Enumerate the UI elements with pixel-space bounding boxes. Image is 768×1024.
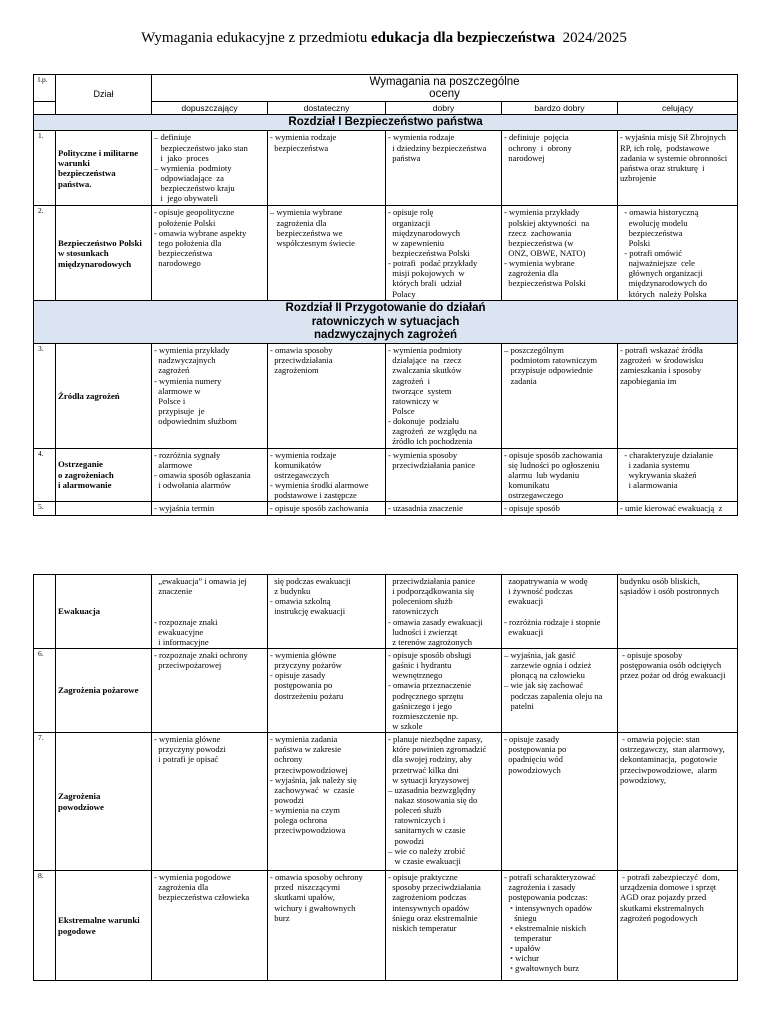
bullet-icon: • — [510, 943, 516, 954]
row-number: 2. — [34, 206, 56, 301]
requirement-cell — [268, 131, 386, 206]
title-subject: edukacja dla bezpieczeństwa — [371, 30, 556, 46]
requirement-text: - uzasadnia znaczenie — [388, 503, 463, 514]
grade-header: dobry — [386, 102, 502, 115]
requirement-text: – wymienia wybrane zagrożenia dla bezpieczeństwa we współczesnym świecie — [270, 207, 355, 248]
header-lp: l.p. — [34, 75, 56, 102]
bullet-text: upałów — [515, 943, 541, 954]
row-number: 5. — [34, 502, 56, 516]
requirement-text: - wymienia główne przyczyny powodzi i potrafi je opisać — [154, 734, 226, 765]
requirement-cell — [268, 871, 386, 981]
section-heading: Rozdział II Przygotowanie do działań ratowniczych w sytuacjach nadzwyczajnych zagrożeń — [34, 301, 738, 344]
section-heading: Rozdział I Bezpieczeństwo państwa — [34, 115, 738, 131]
row-dzial: Ostrzeganie o zagrożeniach i alarmowanie — [56, 448, 152, 502]
requirement-text: - umie kierować ewakuacją z — [620, 503, 723, 514]
table-row — [34, 131, 738, 206]
requirement-text: - wyjaśnia misję Sił Zbrojnych RP, ich rolę, podstawowe zadania w systemie obronności państwa oraz strukturę i uzbrojenie — [620, 132, 728, 184]
row-number: 7. — [34, 733, 56, 871]
row-number: 6. — [34, 648, 56, 732]
requirement-text: zaopatrywania w wodę i żywność podczas ewakuacji - rozróżnia rodzaje i stopnie ewakuacji — [504, 576, 601, 637]
table-row — [34, 206, 738, 301]
requirement-cell — [268, 344, 386, 448]
requirement-text: - wyjaśnia termin — [154, 503, 215, 514]
requirement-cell — [152, 575, 268, 649]
requirement-text: - wymienia główne przyczyny pożarów - opisuje zasady postępowania po dostrzeżeniu pożaru — [270, 649, 344, 701]
requirement-cell — [152, 448, 268, 502]
requirement-cell — [386, 131, 502, 206]
bullet-item — [504, 943, 615, 953]
requirement-cell — [268, 502, 386, 516]
table-row — [34, 871, 738, 981]
header-dzial: Dział — [56, 75, 152, 115]
row-dzial: Zagrożenia pożarowe — [56, 648, 152, 732]
requirement-cell — [268, 733, 386, 871]
requirement-text: - opisuje praktyczne sposoby przeciwdziałania zagrożeniom podczas intensywnych opadów śniegu oraz ekstremalnie niskich temperatur — [388, 872, 481, 933]
requirement-cell — [618, 648, 738, 732]
bullet-item — [504, 963, 615, 973]
requirement-cell — [502, 131, 618, 206]
row-dzial: Ewakuacja — [56, 575, 152, 649]
requirements-table-page2 — [33, 574, 738, 981]
requirement-cell — [268, 448, 386, 502]
requirement-cell — [386, 502, 502, 516]
requirement-cell — [618, 344, 738, 448]
requirement-cell — [618, 575, 738, 649]
requirement-text: - opisuje zasady postępowania po opadnięciu wód powodziowych — [504, 734, 567, 775]
requirement-cell — [618, 733, 738, 871]
requirement-text: – wyjaśnia, jak gasić zarzewie ognia i odzież płonącą na człowieku – wie jak się zachować podczas zapalenia oleju na patelni — [504, 649, 603, 711]
requirement-cell — [268, 648, 386, 732]
requirement-cell — [152, 871, 268, 981]
requirement-text: - planuje niezbędne zapasy, które powinien zgromadzić dla swojej rodziny, aby przetrwać kilka dni w sytuacji kryzysowej – uzasadnia bezwzględny nakaz stosowania się do poleceń służb ratowniczych i sanitarnych w czasie powodzi – wie co należy zrobić w czasie ewakuacji — [388, 734, 487, 866]
bullet-text: intensywnych opadów śniegu — [514, 902, 593, 923]
requirement-text: - wymienia rodzaje komunikatów ostrzegawczych - wymienia środki alarmowe podstawowe i zastępcze — [270, 449, 369, 501]
grade-header: bardzo dobry — [502, 102, 618, 115]
requirement-cell — [502, 502, 618, 516]
row-number — [34, 575, 56, 649]
row-number: 4. — [34, 448, 56, 502]
requirement-cell — [618, 131, 738, 206]
bullet-icon: • — [510, 922, 516, 933]
requirement-cell — [152, 502, 268, 516]
requirement-cell — [502, 575, 618, 649]
grade-header: dopuszczający — [152, 102, 268, 115]
row-dzial: Zagrożenia powodziowe — [56, 733, 152, 871]
requirement-text: - opisuje sposób obsługi gaśnic i hydrantu wewnętrznego - omawia przeznaczenie podręcznego sprzętu gaśniczego i jego rozmieszczenie np. w szkole — [388, 649, 472, 731]
requirement-text: - potrafi scharakteryzować zagrożenia i zasady postępowania podczas: — [504, 872, 596, 903]
requirement-cell — [502, 648, 618, 732]
requirement-cell — [386, 206, 502, 301]
requirement-text: - wymienia rodzaje i dziedziny bezpieczeństwa państwa — [388, 132, 487, 163]
requirement-text: - potrafi wskazać źródła zagrożeń w środowisku zamieszkania i sposoby zapobiegania im — [620, 345, 704, 386]
requirement-text: - wymienia przykłady polskiej aktywności na rzecz zachowania bezpieczeństwa (w ONZ, OBWE, NATO) - wymienia wybrane zagrożenia dla bezpieczeństwa Polski — [504, 207, 590, 289]
requirement-cell — [268, 575, 386, 649]
row-dzial: Bezpieczeństwo Polski w stosunkach międzynarodowych — [56, 206, 152, 301]
requirement-text: budynku osób bliskich, sąsiadów i osób postronnych — [620, 576, 720, 597]
bullet-item — [504, 923, 615, 943]
requirement-text: się podczas ewakuacji z budynku - omawia szkolną instrukcję ewakuacji — [270, 576, 351, 617]
requirement-text: przeciwdziałania panice i podporządkowania się poleceniom służb ratowniczych - omawia zasady ewakuacji ludności i zwierząt z terenów zagrożonych — [388, 576, 483, 647]
requirement-cell — [502, 733, 618, 871]
requirement-text: - omawia sposoby ochrony przed niszczącymi skutkami upałów, wichury i gwałtownych burz — [270, 872, 363, 923]
requirement-text: - rozpoznaje znaki ochrony przeciwpożarowej — [154, 649, 248, 671]
bullet-text: ekstremalnie niskich temperatur — [514, 922, 587, 943]
bullet-icon: • — [510, 963, 516, 974]
row-number: 1. — [34, 131, 56, 206]
row-dzial: Polityczne i militarne warunki bezpieczeństwa państwa. — [56, 131, 152, 206]
requirement-cell — [386, 733, 502, 871]
bullet-icon: • — [510, 902, 516, 913]
requirement-text: - omawia historyczną ewolucję modelu bezpieczeństwa Polski - potrafi omówić najważniejsze cele głównych organizacji międzynarodowych do których należy Polska — [624, 207, 708, 299]
requirement-cell — [502, 344, 618, 448]
requirement-text: - omawia pojęcie: stan ostrzegawczy, stan alarmowy, dekontaminacja, pogotowie przeciwpowodziowe, alarm powodziowy, — [620, 734, 725, 785]
requirement-cell — [152, 131, 268, 206]
requirement-text: – poszczególnym podmiotom ratowniczym przypisuje odpowiednie zadania — [504, 345, 598, 386]
requirement-text: - wymienia pogodowe zagrożenia dla bezpieczeństwa człowieka — [154, 872, 250, 903]
bullet-icon: • — [510, 953, 516, 964]
requirement-cell — [618, 502, 738, 516]
requirement-text: - opisuje sposób — [504, 503, 560, 514]
row-dzial: Ekstremalne warunki pogodowe — [56, 871, 152, 981]
title-prefix: Wymagania edukacyjne z przedmiotu — [141, 30, 371, 46]
grade-header: celujący — [618, 102, 738, 115]
requirement-text: „ewakuacja” i omawia jej znaczenie - rozpoznaje znaki ewakuacyjne i informacyjne — [154, 576, 247, 647]
bullet-text: wichur — [515, 953, 540, 964]
requirement-cell — [386, 871, 502, 981]
row-number: 3. — [34, 344, 56, 448]
requirement-text: - potrafi zabezpieczyć dom, urządzenia domowe i sprzęt AGD oraz pojazdy przed skutkami ekstremalnych zagrożeń pogodowych — [620, 872, 720, 923]
requirement-text: - wymienia zadania państwa w zakresie ochrony przeciwpowodziowej - wyjaśnia, jak należy się zachowywać w czasie powodzi - wymienia na czym polega ochrona przeciwpowodziowa — [270, 734, 357, 836]
grade-header: dostateczny — [268, 102, 386, 115]
requirement-text: - wymienia przykłady nadzwyczajnych zagrożeń - wymienia numery alarmowe w Polsce i przypisuje je odpowiednim służbom — [154, 345, 237, 427]
table-row — [34, 648, 738, 732]
requirement-text: - opisuje rolę organizacji międzynarodowych w zapewnieniu bezpieczeństwa Polski - potrafi podać przykłady misji pokojowych w których brali udział Polacy — [388, 207, 478, 299]
table-row — [34, 448, 738, 502]
table-row — [34, 575, 738, 649]
row-dzial: Źródła zagrożeń — [56, 344, 152, 448]
requirement-text: - rozróżnia sygnały alarmowe - omawia sposób ogłaszania i odwołania alarmów — [154, 449, 251, 490]
bullet-item — [504, 953, 615, 963]
requirement-cell — [386, 575, 502, 649]
requirement-cell — [502, 448, 618, 502]
table-row — [34, 502, 738, 516]
requirement-text: - definiuje pojęcia ochrony i obrony narodowej — [504, 132, 572, 163]
title-year: 2024/2025 — [562, 30, 627, 46]
requirement-text: - charakteryzuje działanie i zadania systemu wykrywania skażeń i alarmowania — [624, 449, 714, 490]
page-title — [0, 30, 768, 47]
requirement-cell — [618, 871, 738, 981]
requirement-cell — [618, 206, 738, 301]
requirement-cell — [152, 206, 268, 301]
row-dzial — [56, 502, 152, 516]
requirement-cell — [386, 448, 502, 502]
requirement-cell — [386, 344, 502, 448]
header-wymagania: Wymagania na poszczególne oceny — [152, 75, 738, 102]
bullet-text: gwałtownych burz — [515, 963, 579, 974]
requirement-text: – definiuje bezpieczeństwo jako stan i jako proces – wymienia podmioty odpowiadające za bezpieczeństwo kraju i jego obywateli — [154, 132, 248, 204]
table-row — [34, 344, 738, 448]
requirement-cell — [152, 648, 268, 732]
requirement-text: - wymienia rodzaje bezpieczeństwa — [270, 132, 337, 153]
requirement-text: - omawia sposoby przeciwdziałania zagrożeniom — [270, 345, 333, 376]
requirement-text: - opisuje sposób zachowania — [270, 503, 369, 514]
requirement-cell — [618, 448, 738, 502]
requirement-cell — [152, 733, 268, 871]
requirement-text: - wymienia podmioty działające na rzecz zwalczania skutków zagrożeń i tworzące system ratowniczy w Polsce - dokonuje podziału zagrożeń ze względu na źródło ich pochodzenia — [388, 345, 477, 447]
row-number: 8. — [34, 871, 56, 981]
requirements-table-page1 — [33, 74, 738, 516]
requirement-text: - opisuje geopolityczne położenie Polski - omawia wybrane aspekty tego położenia dla bezpieczeństwa narodowego — [154, 207, 247, 269]
requirement-cell — [502, 206, 618, 301]
requirement-cell — [502, 871, 618, 981]
table-row — [34, 733, 738, 871]
bullet-item — [504, 903, 615, 923]
requirement-cell — [268, 206, 386, 301]
requirement-cell — [152, 344, 268, 448]
requirement-text: - wymienia sposoby przeciwdziałania panice — [388, 449, 476, 470]
requirement-text: - opisuje sposoby postępowania osób odciętych przez pożar od dróg ewakuacji — [620, 649, 726, 681]
requirement-text: - opisuje sposób zachowania się ludności po ogłoszeniu alarmu lub wydaniu komunikatu ostrzegawczego — [504, 449, 603, 501]
requirement-cell — [386, 648, 502, 732]
